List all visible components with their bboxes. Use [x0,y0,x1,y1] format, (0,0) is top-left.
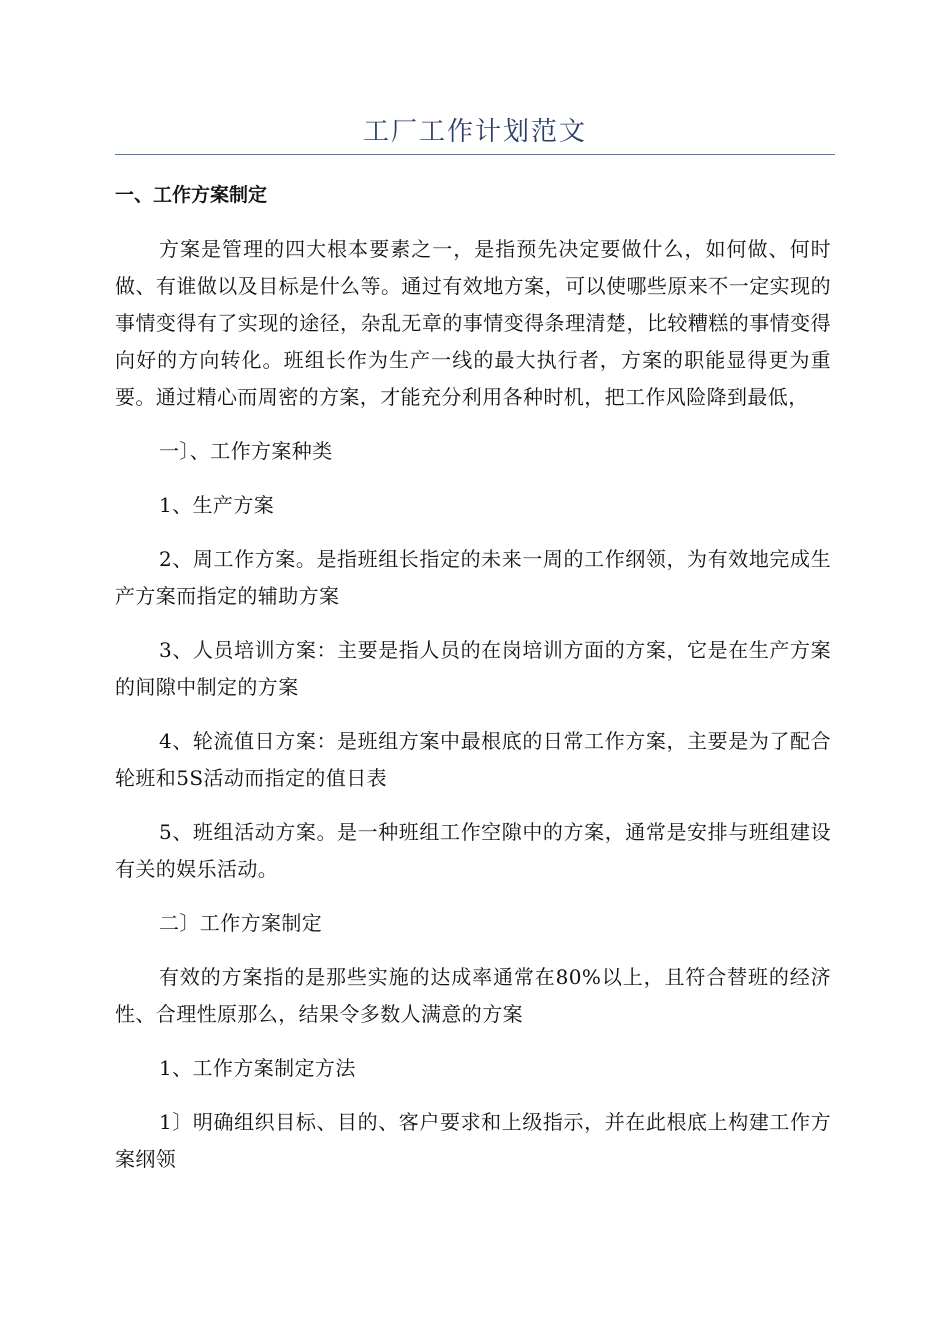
paragraph-production-plan: 1、生产方案 [159,493,275,517]
paragraph-duty-plan: 4、轮流值日方案：是班组方案中最根底的日常工作方案，主要是为了配合轮班和5S活动而指定的值日表 [115,729,831,790]
paragraph-plan-types-heading: 一〕、工作方案种类 [159,439,333,463]
paragraph-plan-making-heading: 二〕工作方案制定 [159,911,323,935]
paragraph-weekly-plan: 2、周工作方案。是指班组长指定的未来一周的工作纲领，为有效地完成生产方案而指定的辅助方案 [115,547,831,608]
paragraph-method-heading: 1、工作方案制定方法 [159,1056,356,1080]
paragraph-team-activity-plan: 5、班组活动方案。是一种班组工作空隙中的方案，通常是安排与班组建设有关的娱乐活动。 [115,820,831,881]
paragraph-training-plan: 3、人员培训方案：主要是指人员的在岗培训方面的方案，它是在生产方案的间隙中制定的方案 [115,638,831,699]
title-underline [115,154,835,155]
paragraph-effective-plan: 有效的方案指的是那些实施的达成率通常在80%以上，且符合替班的经济性、合理性原那么，结果令多数人满意的方案 [115,965,831,1026]
document-title: 工厂工作计划范文 [362,117,587,147]
paragraph-method-step-1: 1〕明确组织目标、目的、客户要求和上级指示，并在此根底上构建工作方案纲领 [115,1110,831,1171]
section-heading: 一、工作方案制定 [115,184,268,206]
paragraph-intro: 方案是管理的四大根本要素之一，是指预先决定要做什么，如何做、何时做、有谁做以及目标是什么等。通过有效地方案，可以使哪些原来不一定实现的事情变得有了实现的途径，杂乱无章的事情变得条理清楚，比较糟糕的事情变得向好的方向转化。班组长作为生产一线的最大执行者，方案的职能显得更为重要。通过精心而周密的方案，才能充分利用各种时机，把工作风险降到最低， [115,237,831,409]
document-body [115,231,831,1195]
